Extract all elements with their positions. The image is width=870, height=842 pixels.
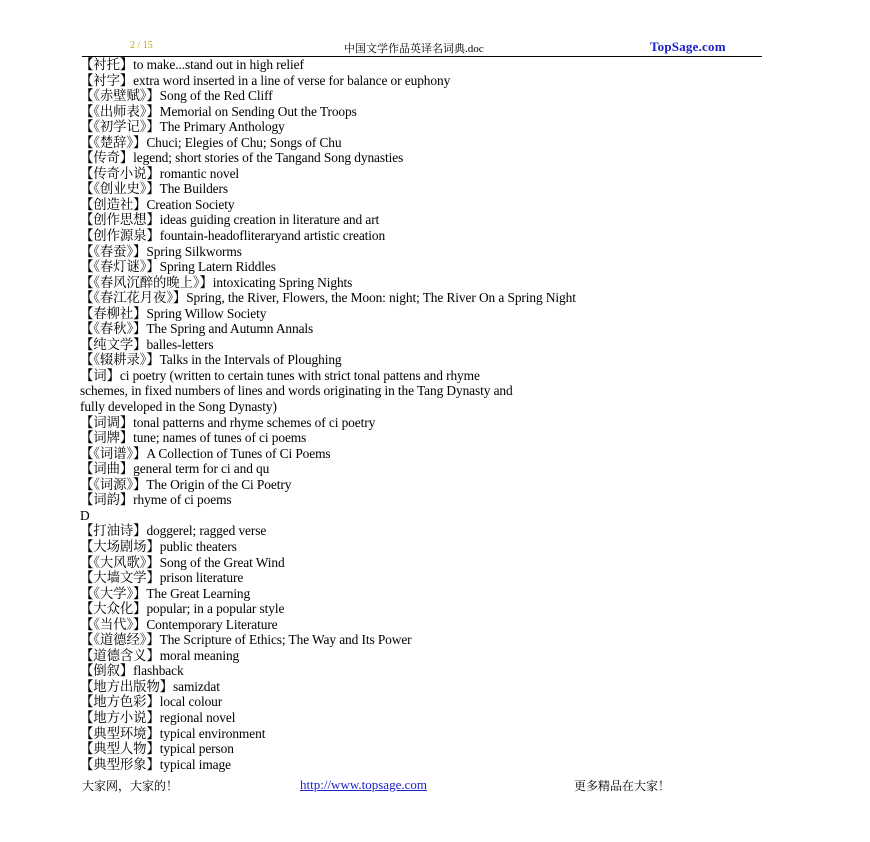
glossary-line: 【典型环境】typical environment bbox=[80, 725, 266, 741]
footer-tagline: 更多精品在大家！ bbox=[574, 779, 671, 793]
glossary-body bbox=[80, 57, 780, 772]
glossary-line: 【《创业史》】The Builders bbox=[80, 181, 228, 197]
glossary-line: 【创造社】Creation Society bbox=[80, 196, 235, 212]
site-link[interactable]: TopSage.com bbox=[650, 39, 726, 54]
glossary-line: 【《出师表》】Memorial on Sending Out the Troops bbox=[80, 103, 357, 119]
glossary-line: 【《春灯谜》】Spring Latern Riddles bbox=[80, 259, 276, 275]
glossary-line: 【《春蚕》】Spring Silkworms bbox=[80, 243, 242, 259]
glossary-line: 【典型人物】typical person bbox=[80, 741, 234, 757]
glossary-line: 【《楚辞》】Chuci; Elegies of Chu; Songs of Chu bbox=[80, 134, 342, 150]
glossary-line: 【倒叙】flashback bbox=[80, 663, 184, 679]
glossary-line: 【春柳社】Spring Willow Society bbox=[80, 305, 267, 321]
footer-link[interactable]: http://www.topsage.com bbox=[300, 777, 427, 792]
glossary-line: 【典型形象】typical image bbox=[80, 756, 231, 772]
document-title: 中国文学作品英译名词典.doc bbox=[344, 43, 484, 55]
glossary-line: fully developed in the Song Dynasty) bbox=[80, 399, 277, 415]
glossary-line: 【大场剧场】public theaters bbox=[80, 538, 237, 554]
glossary-line: 【词调】tonal patterns and rhyme schemes of ci poetry bbox=[80, 414, 376, 430]
glossary-line: 【《春秋》】The Spring and Autumn Annals bbox=[80, 321, 314, 337]
glossary-line: 【地方小说】regional novel bbox=[80, 709, 236, 725]
glossary-line: 【传奇】legend; short stories of the Tangand Song dynasties bbox=[80, 150, 404, 166]
glossary-line: 【词】ci poetry (written to certain tunes with strict tonal pattens and rhyme bbox=[80, 367, 480, 383]
glossary-line: 【传奇小说】romantic novel bbox=[80, 165, 240, 181]
glossary-line: 【《春江花月夜》】Spring, the River, Flowers, the Moon: night; The River On a Spring Night bbox=[80, 290, 576, 306]
glossary-line: 【《辍耕录》】Talks in the Intervals of Ploughing bbox=[80, 352, 342, 368]
glossary-line: 【《初学记》】The Primary Anthology bbox=[80, 119, 285, 135]
page-footer bbox=[82, 777, 772, 793]
glossary-line: 【《道德经》】The Scripture of Ethics; The Way and Its Power bbox=[80, 632, 412, 648]
glossary-line: 【词曲】general term for ci and qu bbox=[80, 461, 270, 477]
page-header bbox=[82, 40, 762, 56]
glossary-line: 【衬托】to make...stand out in high relief bbox=[80, 57, 304, 72]
glossary-line: 【大墙文学】prison literature bbox=[80, 570, 244, 586]
glossary-line: 【《大学》】The Great Learning bbox=[80, 585, 251, 601]
glossary-line: 【创作思想】ideas guiding creation in literature and art bbox=[80, 212, 380, 228]
glossary-line: schemes, in fixed numbers of lines and words originating in the Tang Dynasty and bbox=[80, 383, 513, 399]
glossary-line: 【地方色彩】local colour bbox=[80, 694, 223, 710]
glossary-line: 【《词源》】The Origin of the Ci Poetry bbox=[80, 476, 292, 492]
glossary-line: 【大众化】popular; in a popular style bbox=[80, 601, 285, 617]
glossary-line: 【《春风沉醉的晚上》】intoxicating Spring Nights bbox=[80, 274, 353, 290]
footer-slogan: 大家网，大家的！ bbox=[82, 779, 179, 793]
glossary-line: D bbox=[80, 507, 90, 523]
glossary-line: 【道德含义】moral meaning bbox=[80, 647, 240, 663]
glossary-line: 【词牌】tune; names of tunes of ci poems bbox=[80, 430, 307, 446]
glossary-line: 【《当代》】Contemporary Literature bbox=[80, 616, 278, 632]
glossary-line: 【衬字】extra word inserted in a line of verse for balance or euphony bbox=[80, 72, 451, 88]
glossary-line: 【纯文学】balles-letters bbox=[80, 336, 214, 352]
glossary-line: 【《赤壁赋》】Song of the Red Cliff bbox=[80, 88, 273, 104]
glossary-line: 【创作源泉】fountain-headofliteraryand artistic creation bbox=[80, 228, 386, 244]
glossary-line: 【地方出版物】samizdat bbox=[80, 678, 220, 694]
glossary-line: 【《词谱》】A Collection of Tunes of Ci Poems bbox=[80, 445, 331, 461]
glossary-line: 【《大风歌》】Song of the Great Wind bbox=[80, 554, 285, 570]
page-number: 2 / 15 bbox=[130, 40, 153, 51]
glossary-line: 【词韵】rhyme of ci poems bbox=[80, 492, 232, 508]
glossary-line: 【打油诗】doggerel; ragged verse bbox=[80, 523, 267, 539]
